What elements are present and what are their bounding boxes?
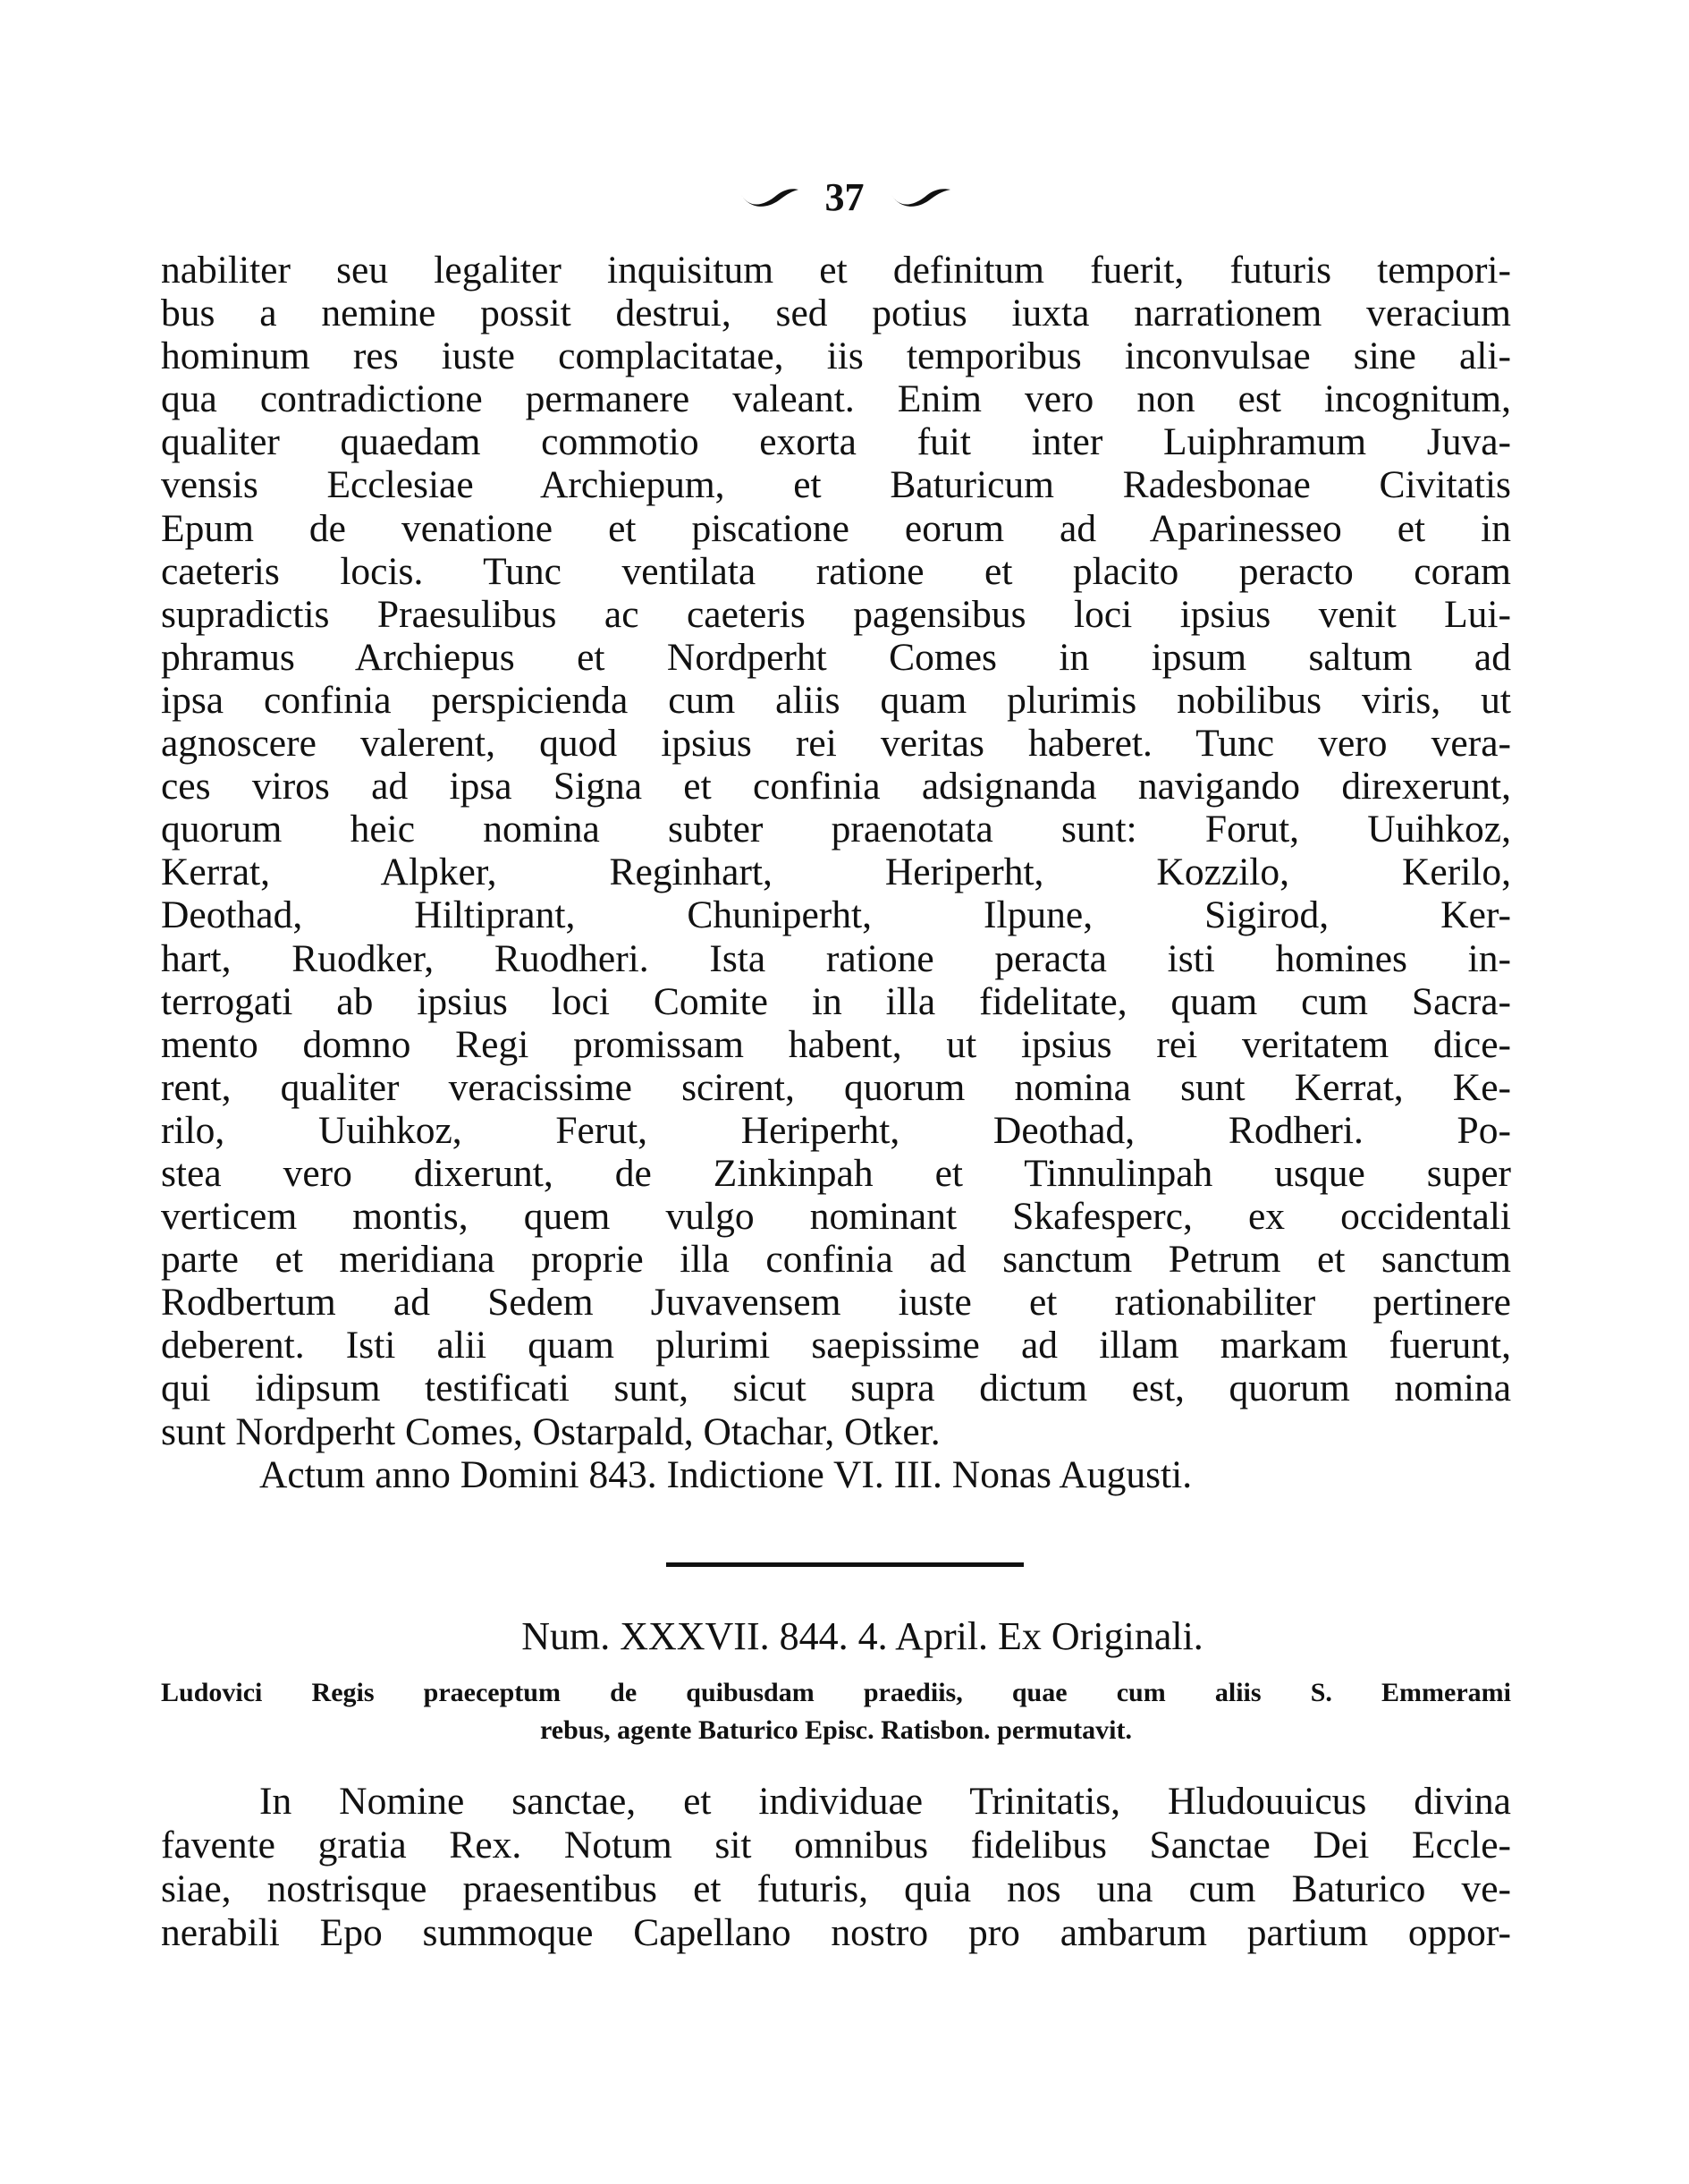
text-line: rilo, Uuihkoz, Ferut, Heriperht, Deothad, Rodheri. Po- <box>161 1108 1511 1152</box>
text-line: deberent. Isti alii quam plurimi saepissime ad illam markam fuerunt, <box>161 1324 1511 1367</box>
left-ornament-icon <box>738 182 800 211</box>
text-line: rent, qualiter veracissime scirent, quorum nomina sunt Kerrat, Ke- <box>161 1065 1511 1109</box>
text-line: phramus Archiepus et Nordperht Comes in ipsum saltum ad <box>161 635 1511 679</box>
text-line: hominum res iuste complacitatae, iis temporibus inconvulsae sine ali- <box>161 334 1511 378</box>
document-text <box>161 1780 1511 1955</box>
text-line: nerabili Epo summoque Capellano nostro pro ambarum partium oppor- <box>161 1911 1511 1954</box>
text-line: bus a nemine possit destrui, sed potius iuxta narrationem veracium <box>161 292 1511 335</box>
charter-body-text <box>161 249 1511 1496</box>
section-divider <box>666 1562 1024 1567</box>
summary-line: rebus, agente Baturico Episc. Ratisbon. permutavit. <box>540 1715 1132 1745</box>
text-line: favente gratia Rex. Notum sit omnibus fidelibus Sanctae Dei Eccle- <box>161 1824 1511 1867</box>
closing-date-line: Actum anno Domini 843. Indictione VI. III. Nonas Augusti. <box>259 1452 1193 1496</box>
text-line: vensis Ecclesiae Archiepum, et Baturicum Radesbonae Civitatis <box>161 463 1511 507</box>
text-line: agnoscere valerent, quod ipsius rei veritas haberet. Tunc vero vera- <box>161 722 1511 766</box>
text-line: supradictis Praesulibus ac caeteris pagensibus loci ipsius venit Lui- <box>161 592 1511 636</box>
text-line: ces viros ad ipsa Signa et confinia adsignanda navigando direxerunt, <box>161 765 1511 808</box>
text-line: Kerrat, Alpker, Reginhart, Heriperht, Kozzilo, Kerilo, <box>161 851 1511 894</box>
text-line: Epum de venatione et piscatione eorum ad Aparinesseo et in <box>161 506 1511 550</box>
text-line: In Nomine sanctae, et individuae Trinitatis, Hludouuicus divina <box>259 1780 1511 1823</box>
document-summary <box>161 1674 1511 1749</box>
text-line: terrogati ab ipsius loci Comite in illa fidelitate, quam cum Sacra- <box>161 979 1511 1023</box>
text-line: qua contradictione permanere valeant. Enim vero non est incognitum, <box>161 377 1511 421</box>
text-line: siae, nostrisque praesentibus et futuris, quia nos una cum Baturico ve- <box>161 1867 1511 1910</box>
text-line: qualiter quaedam commotio exorta fuit inter Luiphramum Juva- <box>161 420 1511 464</box>
text-line: quorum heic nomina subter praenotata sunt: Forut, Uuihkoz, <box>161 808 1511 851</box>
text-line: verticem montis, quem vulgo nominant Skafesperc, ex occidentali <box>161 1195 1511 1239</box>
text-line: hart, Ruodker, Ruodheri. Ista ratione peracta isti homines in- <box>161 936 1511 980</box>
document-heading: Num. XXXVII. 844. 4. April. Ex Originali. <box>521 1614 1203 1658</box>
text-line: Deothad, Hiltiprant, Chuniperht, Ilpune, Sigirod, Ker- <box>161 893 1511 937</box>
text-line: sunt Nordperht Comes, Ostarpald, Otachar, Otker. <box>161 1409 941 1453</box>
text-line: Rodbertum ad Sedem Juvavensem iuste et rationabiliter pertinere <box>161 1281 1511 1325</box>
text-line: nabiliter seu legaliter inquisitum et definitum fuerit, futuris tempori- <box>161 249 1511 292</box>
text-line: stea vero dixerunt, de Zinkinpah et Tinnulinpah usque super <box>161 1151 1511 1195</box>
text-line: ipsa confinia perspicienda cum aliis quam plurimis nobilibus viris, ut <box>161 678 1511 722</box>
text-line: parte et meridiana proprie illa confinia ad sanctum Petrum et sanctum <box>161 1238 1511 1282</box>
summary-line: Ludovici Regis praeceptum de quibusdam praediis, quae cum aliis S. Emmerami <box>161 1678 1511 1707</box>
text-line: mento domno Regi promissam habent, ut ipsius rei veritatem dice- <box>161 1022 1511 1066</box>
text-line: qui idipsum testificati sunt, sicut supra dictum est, quorum nomina <box>161 1367 1511 1410</box>
page-header <box>0 170 1689 224</box>
right-ornament-icon <box>890 182 952 211</box>
text-line: caeteris locis. Tunc ventilata ratione et placito peracto coram <box>161 549 1511 593</box>
page-number: 37 <box>824 174 865 219</box>
